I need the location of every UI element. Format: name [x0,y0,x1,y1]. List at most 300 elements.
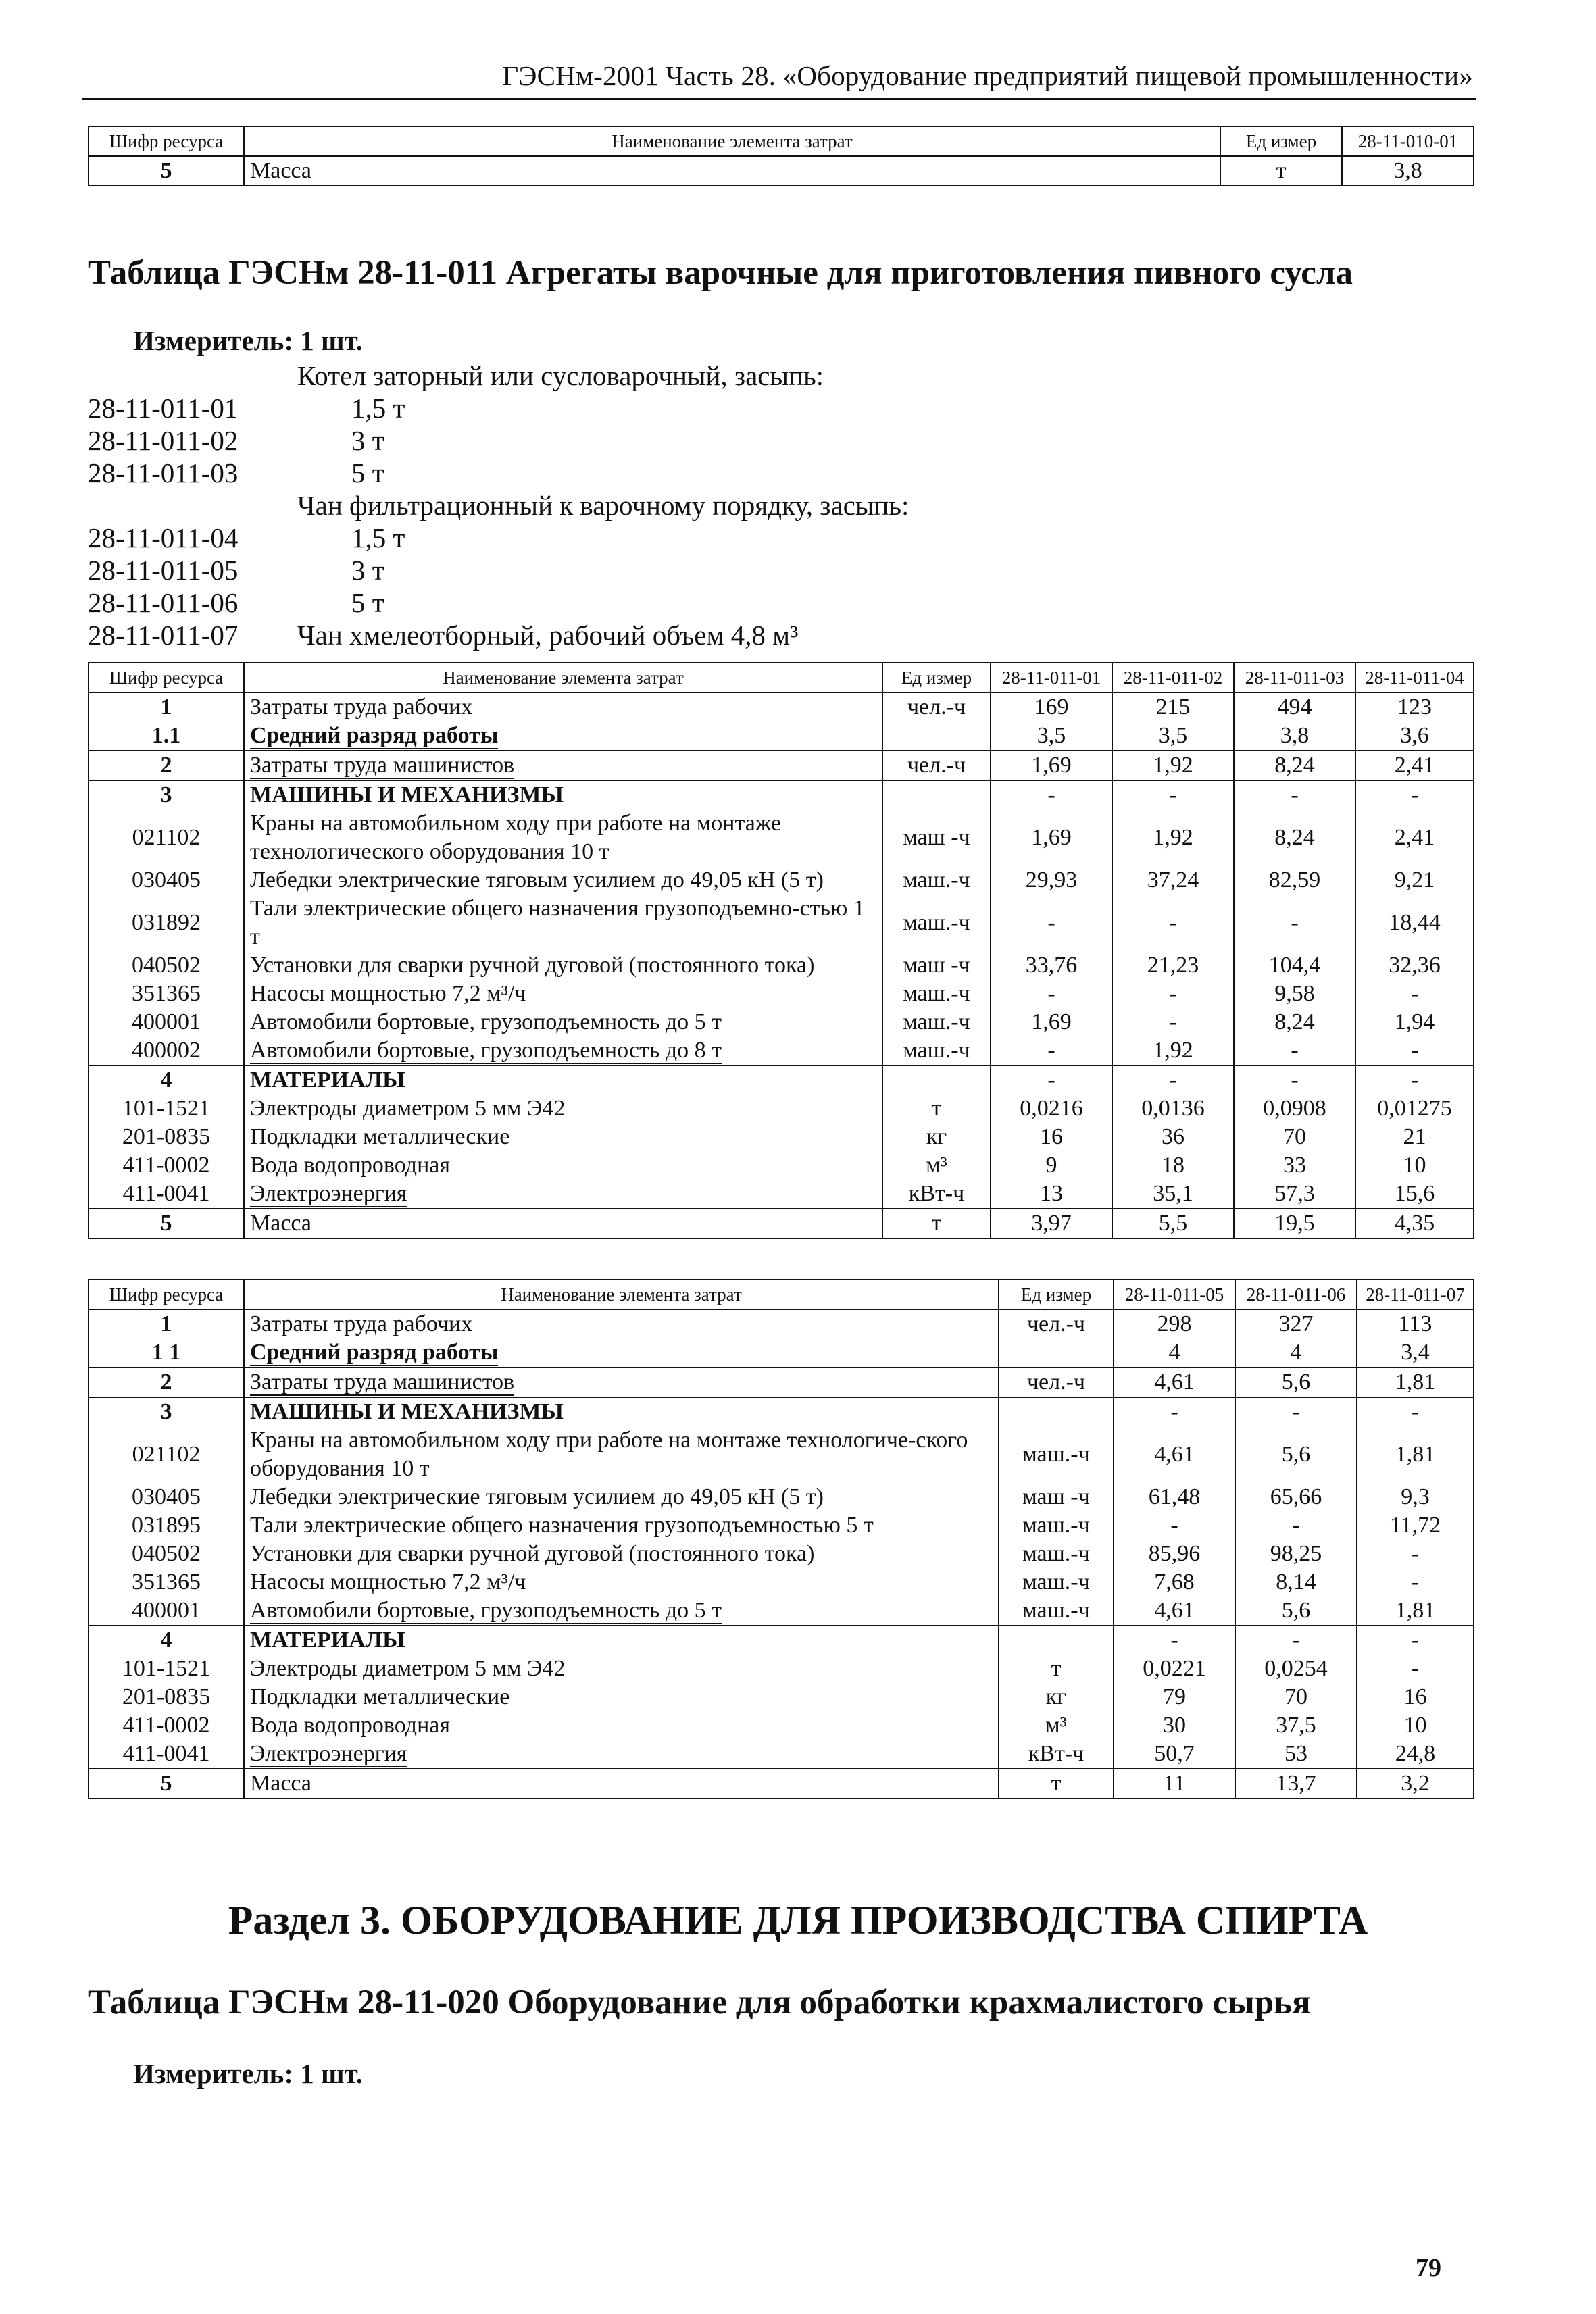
row-value: 32,36 [1355,951,1474,980]
row-name [244,1367,999,1397]
row-code: 411-0041 [89,1180,244,1209]
row-value: 24,8 [1357,1740,1474,1769]
row-value: 30 [1114,1711,1235,1740]
row-value: 70 [1235,1683,1357,1711]
row-value: - [991,895,1112,951]
table-020-measure: Измеритель: 1 шт. [133,2058,363,2089]
row-value: 327 [1235,1309,1357,1338]
row-value: 16 [1357,1683,1474,1711]
row-value: 123 [1355,693,1474,722]
row-value: - [1357,1626,1474,1655]
row-unit [882,780,991,809]
row-name: Установки для сварки ручной дуговой (постоянного тока) [244,951,882,980]
header-unit: Ед измер [1220,126,1342,156]
row-value: 61,48 [1114,1483,1235,1511]
row-value: 7,68 [1114,1568,1235,1596]
header-code: Шифр ресурса [89,126,244,156]
row-unit: м³ [999,1711,1114,1740]
row-value: - [991,980,1112,1008]
table-020-title: Таблица ГЭСНм 28-11-020 Оборудование для обработки крахмалистого сырья [88,1984,1311,2021]
row-value: 29,93 [991,866,1112,895]
row-value: 33,76 [991,951,1112,980]
row-unit: маш -ч [999,1483,1114,1511]
row-name: Краны на автомобильном ходу при работе на монтаже технологиче-ского оборудования 10 т [244,1426,999,1483]
table-row [89,722,1474,751]
row-value: - [1114,1511,1235,1540]
row-unit: чел.-ч [882,751,991,780]
row-name: Вода водопроводная [244,1151,882,1180]
row-value: 37,5 [1235,1711,1357,1740]
header-col: 28-11-011-03 [1234,663,1355,693]
spec-value: 3 т [351,425,384,456]
row-code: 040502 [89,951,244,980]
row-value: 16 [991,1123,1112,1151]
row-value: - [1234,1036,1355,1065]
spec-text: Чан хмелеотборный, рабочий объем 4,8 м³ [297,620,799,651]
row-code: 1 [89,1309,244,1338]
row-value: 104,4 [1234,951,1355,980]
row-name: МАТЕРИАЛЫ [244,1065,882,1095]
table-row [89,1008,1474,1036]
row-unit: маш -ч [882,951,991,980]
row-value: - [1235,1511,1357,1540]
row-unit: м³ [882,1151,991,1180]
row-value: 494 [1234,693,1355,722]
row-value: 4 [1235,1338,1357,1367]
row-value: 5,6 [1235,1596,1357,1626]
row-name: Тали электрические общего назначения грузоподъемностью 5 т [244,1511,999,1540]
spec-code: 28-11-011-04 [88,522,239,553]
row-name: МАШИНЫ И МЕХАНИЗМЫ [244,780,882,809]
row-value: 1,81 [1357,1426,1474,1483]
page-number: 79 [1416,2254,1441,2282]
row-unit: т [999,1769,1114,1799]
table-row [89,1338,1474,1367]
row-unit: т [882,1095,991,1123]
header-col: 28-11-011-07 [1357,1280,1474,1309]
row-value: - [1114,1626,1235,1655]
row-name: Подкладки металлические [244,1683,999,1711]
row-name: Лебедки электрические тяговым усилием до 49,05 кН (5 т) [244,866,882,895]
table-row [89,895,1474,951]
row-value: 57,3 [1234,1180,1355,1209]
row-code: 101-1521 [89,1655,244,1683]
row-value: - [1112,1065,1234,1095]
row-value: 1,81 [1357,1367,1474,1397]
row-value: 82,59 [1234,866,1355,895]
table-row [89,1540,1474,1568]
row-name: Насосы мощностью 7,2 м³/ч [244,980,882,1008]
row-name [244,722,882,751]
row-name-text: Электроэнергия [250,1741,407,1766]
row-value: 13 [991,1180,1112,1209]
row-name: Затраты труда рабочих [244,1309,999,1338]
row-value: 3,2 [1357,1769,1474,1799]
row-value: 4,61 [1114,1367,1235,1397]
row-value: 1,92 [1112,1036,1234,1065]
row-name [244,1596,999,1626]
table-row [89,1151,1474,1180]
row-name-text: Средний разряд работы [250,1340,499,1365]
row-value: 9,58 [1234,980,1355,1008]
row-value: - [1112,895,1234,951]
row-unit: т [1220,156,1342,186]
row-code: 2 [89,751,244,780]
row-value: 15,6 [1355,1180,1474,1209]
row-code: 021102 [89,1426,244,1483]
row-value: 65,66 [1235,1483,1357,1511]
row-value: 3,97 [991,1209,1112,1238]
row-unit: маш.-ч [999,1426,1114,1483]
spec-group-1: Котел заторный или сусловарочный, засыпь: [297,360,824,391]
row-code: 5 [89,1769,244,1799]
row-code: 030405 [89,866,244,895]
table-010-tail [88,126,1474,186]
table-row [89,693,1474,722]
row-value: 3,5 [1112,722,1234,751]
row-unit: маш.-ч [999,1568,1114,1596]
row-code: 101-1521 [89,1095,244,1123]
row-value: 21 [1355,1123,1474,1151]
row-value: 0,01275 [1355,1095,1474,1123]
row-value: 4,35 [1355,1209,1474,1238]
row-unit: кВт-ч [999,1740,1114,1769]
table-row [89,866,1474,895]
table-011-title: Таблица ГЭСНм 28-11-011 Агрегаты варочные для приготовления пивного сусла [88,254,1353,292]
row-name-text: Затраты труда машинистов [250,753,515,778]
row-code: 5 [89,1209,244,1238]
row-code: 201-0835 [89,1123,244,1151]
row-unit: маш.-ч [999,1511,1114,1540]
row-unit: маш.-ч [882,895,991,951]
row-unit: маш.-ч [882,866,991,895]
row-name [244,1740,999,1769]
row-unit: чел.-ч [999,1309,1114,1338]
row-value: - [1112,1008,1234,1036]
row-value: 18 [1112,1151,1234,1180]
row-value: 33 [1234,1151,1355,1180]
row-code: 031895 [89,1511,244,1540]
row-value: 35,1 [1112,1180,1234,1209]
spec-code: 28-11-011-03 [88,457,239,488]
row-value: 2,41 [1355,751,1474,780]
row-unit: маш.-ч [999,1540,1114,1568]
row-value: - [1355,1036,1474,1065]
row-code: 040502 [89,1540,244,1568]
row-value: 5,5 [1112,1209,1234,1238]
table-row [89,1626,1474,1655]
row-unit [882,1065,991,1095]
row-value: - [1234,780,1355,809]
row-value: 21,23 [1112,951,1234,980]
row-unit: маш.-ч [882,1036,991,1065]
row-code: 201-0835 [89,1683,244,1711]
row-code: 1.1 [89,722,244,751]
row-code: 031892 [89,895,244,951]
row-unit [999,1626,1114,1655]
row-value: 0,0908 [1234,1095,1355,1123]
row-value: - [1112,780,1234,809]
row-code: 400001 [89,1596,244,1626]
row-value: 3,4 [1357,1338,1474,1367]
row-value: 3,8 [1234,722,1355,751]
row-value: 9,21 [1355,866,1474,895]
spec-group-2: Чан фильтрационный к варочному порядку, засыпь: [297,490,909,521]
row-code: 411-0041 [89,1740,244,1769]
section-title: Раздел 3. ОБОРУДОВАНИЕ ДЛЯ ПРОИЗВОДСТВА СПИРТА [228,1898,1368,1942]
row-unit: маш.-ч [999,1596,1114,1626]
row-value: 4,61 [1114,1426,1235,1483]
row-value: - [991,1036,1112,1065]
header-col: 28-11-010-01 [1342,126,1474,156]
row-value: - [1357,1540,1474,1568]
row-value: 4,61 [1114,1596,1235,1626]
row-value: 8,14 [1235,1568,1357,1596]
row-name [244,1036,882,1065]
row-value: 0,0136 [1112,1095,1234,1123]
table-row [89,1769,1474,1799]
row-value: 8,24 [1234,751,1355,780]
row-value: - [1355,1065,1474,1095]
row-value: 13,7 [1235,1769,1357,1799]
row-unit: т [999,1655,1114,1683]
row-name [244,751,882,780]
table-row [89,1596,1474,1626]
table-row [89,1483,1474,1511]
row-code: 351365 [89,980,244,1008]
row-value: 2,41 [1355,809,1474,866]
row-value: 19,5 [1234,1209,1355,1238]
row-code: 3 [89,1397,244,1426]
row-name: МАШИНЫ И МЕХАНИЗМЫ [244,1397,999,1426]
row-value: 18,44 [1355,895,1474,951]
spec-value: 1,5 т [351,393,405,424]
table-row [89,1209,1474,1238]
row-unit: маш -ч [882,809,991,866]
table-row [89,751,1474,780]
row-name: Насосы мощностью 7,2 м³/ч [244,1568,999,1596]
row-code: 3 [89,780,244,809]
row-name: Электроды диаметром 5 мм Э42 [244,1655,999,1683]
row-value: 70 [1234,1123,1355,1151]
spec-value: 5 т [351,457,384,488]
header-code: Шифр ресурса [89,663,244,693]
header-unit: Ед измер [882,663,991,693]
table-row [89,1426,1474,1483]
table-row [89,1511,1474,1540]
header-name: Наименование элемента затрат [244,1280,999,1309]
row-name: Вода водопроводная [244,1711,999,1740]
row-unit [999,1397,1114,1426]
row-value: 1,69 [991,1008,1112,1036]
row-value: 1,92 [1112,751,1234,780]
row-unit: кВт-ч [882,1180,991,1209]
row-code: 1 1 [89,1338,244,1367]
row-value: 5,6 [1235,1426,1357,1483]
row-value: 98,25 [1235,1540,1357,1568]
table-row [89,809,1474,866]
row-value: 11,72 [1357,1511,1474,1540]
table-row [89,1655,1474,1683]
table-011-measure: Измеритель: 1 шт. [133,325,363,356]
row-value: 113 [1357,1309,1474,1338]
table-row [89,1065,1474,1095]
row-name: Лебедки электрические тяговым усилием до 49,05 кН (5 т) [244,1483,999,1511]
row-value: 37,24 [1112,866,1234,895]
row-unit [882,722,991,751]
row-code: 4 [89,1626,244,1655]
table-row [89,980,1474,1008]
row-value: 85,96 [1114,1540,1235,1568]
row-unit: чел.-ч [999,1367,1114,1397]
row-unit: т [882,1209,991,1238]
row-name: Автомобили бортовые, грузоподъемность до 5 т [244,1008,882,1036]
row-value: 53 [1235,1740,1357,1769]
row-value: 215 [1112,693,1234,722]
row-value: 8,24 [1234,809,1355,866]
table-011-part-1 [88,662,1474,1239]
row-value: - [1355,780,1474,809]
row-value: 8,24 [1234,1008,1355,1036]
table-row [89,1036,1474,1065]
header-code: Шифр ресурса [89,1280,244,1309]
row-name-text: Электроэнергия [250,1181,407,1206]
row-value: 0,0254 [1235,1655,1357,1683]
header-unit: Ед измер [999,1280,1114,1309]
row-value: 1,94 [1355,1008,1474,1036]
row-name: Тали электрические общего назначения грузоподъемно-стью 1 т [244,895,882,951]
row-value: - [1235,1626,1357,1655]
table-011-part-2 [88,1279,1474,1799]
row-value: 10 [1357,1711,1474,1740]
spec-code: 28-11-011-02 [88,425,239,456]
row-name: Масса [244,1769,999,1799]
table-row [89,1683,1474,1711]
header-name: Наименование элемента затрат [244,126,1220,156]
header-name: Наименование элемента затрат [244,663,882,693]
row-code: 411-0002 [89,1711,244,1740]
table-row [89,1180,1474,1209]
row-value: - [1357,1655,1474,1683]
row-code: 1 [89,693,244,722]
table-row [89,1397,1474,1426]
row-value: 9,3 [1357,1483,1474,1511]
row-value: - [1235,1397,1357,1426]
row-value: 0,0221 [1114,1655,1235,1683]
row-unit: кг [999,1683,1114,1711]
row-value: 4 [1114,1338,1235,1367]
row-value: 1,92 [1112,809,1234,866]
row-code: 400002 [89,1036,244,1065]
row-value: 3,5 [991,722,1112,751]
row-value: - [1357,1397,1474,1426]
spec-value: 5 т [351,587,384,618]
row-value: 3,8 [1342,156,1474,186]
table-row [89,1123,1474,1151]
table-row [89,951,1474,980]
row-value: 1,69 [991,751,1112,780]
spec-value: 3 т [351,555,384,586]
header-col: 28-11-011-04 [1355,663,1474,693]
row-value: - [1355,980,1474,1008]
row-code: 351365 [89,1568,244,1596]
row-name: Масса [244,156,1220,186]
row-unit [999,1338,1114,1367]
row-value: 79 [1114,1683,1235,1711]
running-header: ГЭСНм-2001 Часть 28. «Оборудование предприятий пищевой промышленности» [502,60,1473,91]
row-value: 3,6 [1355,722,1474,751]
row-code: 4 [89,1065,244,1095]
table-row [89,1367,1474,1397]
row-value: 5,6 [1235,1367,1357,1397]
row-name: Затраты труда рабочих [244,693,882,722]
table-row [89,1568,1474,1596]
row-code: 030405 [89,1483,244,1511]
row-name: МАТЕРИАЛЫ [244,1626,999,1655]
header-rule [82,98,1476,100]
table-row [89,1095,1474,1123]
row-unit: кг [882,1123,991,1151]
header-col: 28-11-011-06 [1235,1280,1357,1309]
row-value: 11 [1114,1769,1235,1799]
row-unit: маш.-ч [882,980,991,1008]
row-value: 50,7 [1114,1740,1235,1769]
row-value: 10 [1355,1151,1474,1180]
header-col: 28-11-011-05 [1114,1280,1235,1309]
header-col: 28-11-011-02 [1112,663,1234,693]
table-row [89,1740,1474,1769]
row-name: Подкладки металлические [244,1123,882,1151]
spec-code: 28-11-011-06 [88,587,239,618]
row-value: - [991,780,1112,809]
row-code: 411-0002 [89,1151,244,1180]
table-row [89,780,1474,809]
spec-code: 28-11-011-01 [88,393,239,424]
row-value: 36 [1112,1123,1234,1151]
header-col: 28-11-011-01 [991,663,1112,693]
table-header-row [89,1280,1474,1309]
row-name-text: Средний разряд работы [250,723,499,748]
row-value: - [1114,1397,1235,1426]
row-value: 0,0216 [991,1095,1112,1123]
row-value: 298 [1114,1309,1235,1338]
row-value: 169 [991,693,1112,722]
spec-value: 1,5 т [351,522,405,553]
row-code: 400001 [89,1008,244,1036]
row-value: - [1234,1065,1355,1095]
row-value: 1,81 [1357,1596,1474,1626]
spec-code: 28-11-011-05 [88,555,239,586]
row-unit: чел.-ч [882,693,991,722]
row-value: - [1112,980,1234,1008]
row-code: 021102 [89,809,244,866]
row-value: - [1357,1568,1474,1596]
row-name: Установки для сварки ручной дуговой (постоянного тока) [244,1540,999,1568]
row-name: Краны на автомобильном ходу при работе на монтаже технологического оборудования 10 т [244,809,882,866]
row-unit: маш.-ч [882,1008,991,1036]
row-value: - [991,1065,1112,1095]
row-name: Электроды диаметром 5 мм Э42 [244,1095,882,1123]
table-row [89,1309,1474,1338]
row-name-text: Автомобили бортовые, грузоподъемность до 8 т [250,1038,722,1063]
row-code: 5 [89,156,244,186]
spec-code: 28-11-011-07 [88,620,239,651]
row-code: 2 [89,1367,244,1397]
row-value: 1,69 [991,809,1112,866]
row-value: 9 [991,1151,1112,1180]
row-name [244,1338,999,1367]
table-row [89,1711,1474,1740]
